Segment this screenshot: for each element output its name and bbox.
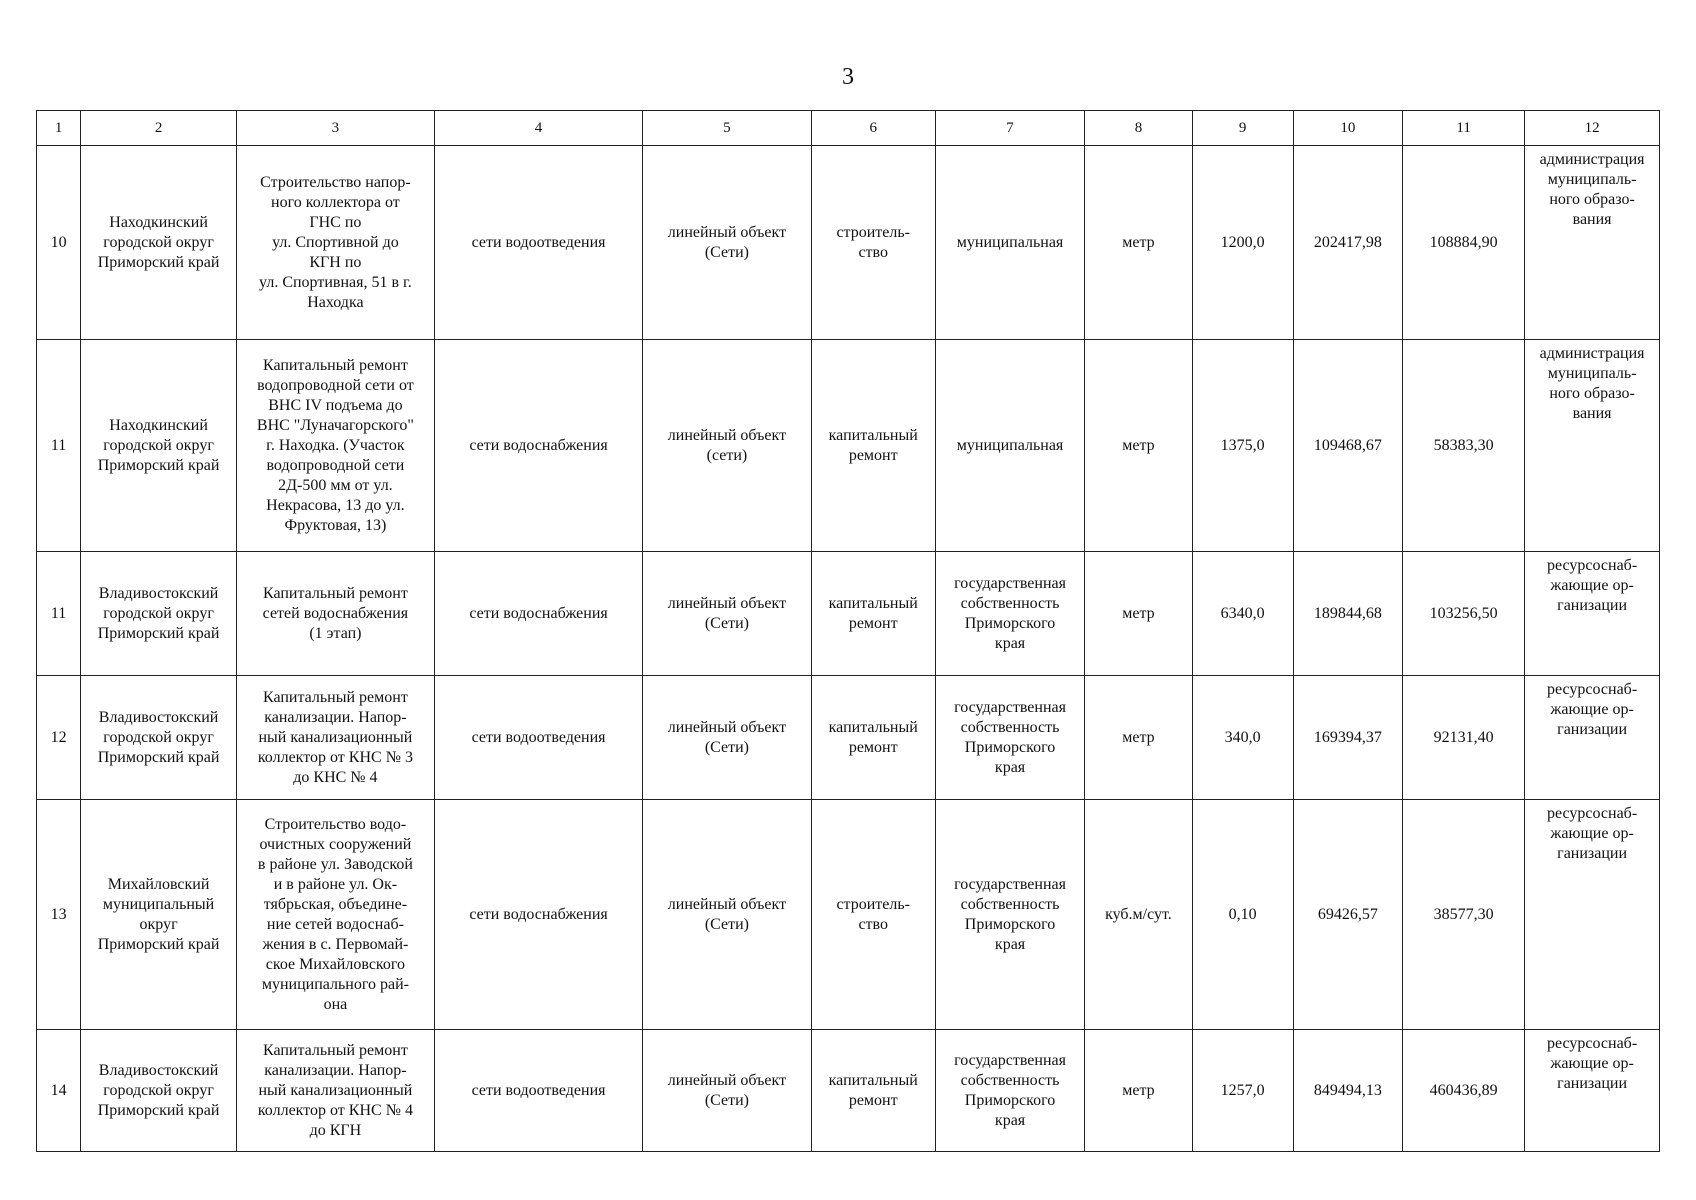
object-type-cell: линейный объект (Сети): [643, 800, 811, 1030]
project-name-cell: Капитальный ремонт канализации. Напор- ный канализационный коллектор от КНС № 3 до КНС № 4: [236, 676, 434, 800]
column-header: 2: [81, 111, 237, 146]
cost-budget-cell: 108884,90: [1403, 146, 1525, 340]
project-name-cell: Капитальный ремонт водопроводной сети от ВНС IV подъема до ВНС "Луначагорского" г. Находка. (Участок водопроводной сети 2Д-500 мм от ул. Некрасова, 13 до ул. Фруктовая, 13): [236, 340, 434, 552]
unit-cell: метр: [1085, 552, 1192, 676]
network-cell: сети водоснабжения: [434, 340, 642, 552]
column-header: 4: [434, 111, 642, 146]
organization-cell: ресурсоснаб- жающие ор- ганизации: [1525, 676, 1660, 800]
table-row: [37, 800, 1660, 1030]
project-name-cell: Строительство напор- ного коллектора от ГНС по ул. Спортивной до КГН по ул. Спортивная, 51 в г. Находка: [236, 146, 434, 340]
work-type-cell: капитальный ремонт: [811, 552, 935, 676]
cost-budget-cell: 58383,30: [1403, 340, 1525, 552]
network-cell: сети водоснабжения: [434, 800, 642, 1030]
object-type-cell: линейный объект (Сети): [643, 552, 811, 676]
organization-cell: администрация муниципаль- ного образо- вания: [1525, 146, 1660, 340]
network-cell: сети водоотведения: [434, 676, 642, 800]
cost-budget-cell: 92131,40: [1403, 676, 1525, 800]
work-type-cell: капитальный ремонт: [811, 1030, 935, 1152]
ownership-cell: муниципальная: [935, 146, 1084, 340]
locality-cell: Владивостокский городской округ Приморский край: [81, 1030, 237, 1152]
investment-program-table: [36, 110, 1660, 1152]
ownership-cell: государственная собственность Приморского края: [935, 800, 1084, 1030]
object-type-cell: линейный объект (Сети): [643, 676, 811, 800]
row-number: 13: [37, 800, 81, 1030]
table-row: [37, 552, 1660, 676]
cost-budget-cell: 38577,30: [1403, 800, 1525, 1030]
row-number: 14: [37, 1030, 81, 1152]
row-number: 11: [37, 552, 81, 676]
cost-total-cell: 69426,57: [1293, 800, 1402, 1030]
object-type-cell: линейный объект (Сети): [643, 1030, 811, 1152]
network-cell: сети водоотведения: [434, 1030, 642, 1152]
project-name-cell: Строительство водо- очистных сооружений в районе ул. Заводской и в районе ул. Ок- тябрьская, объедине- ние сетей водоснаб- жения в с. Первомай- ское Михайловского муниципального рай- она: [236, 800, 434, 1030]
ownership-cell: государственная собственность Приморского края: [935, 552, 1084, 676]
object-type-cell: линейный объект (сети): [643, 340, 811, 552]
cost-total-cell: 109468,67: [1293, 340, 1402, 552]
cost-budget-cell: 103256,50: [1403, 552, 1525, 676]
organization-cell: ресурсоснаб- жающие ор- ганизации: [1525, 800, 1660, 1030]
table-row: [37, 1030, 1660, 1152]
unit-cell: метр: [1085, 340, 1192, 552]
organization-cell: администрация муниципаль- ного образо- вания: [1525, 340, 1660, 552]
capacity-cell: 1257,0: [1192, 1030, 1293, 1152]
organization-cell: ресурсоснаб- жающие ор- ганизации: [1525, 1030, 1660, 1152]
cost-budget-cell: 460436,89: [1403, 1030, 1525, 1152]
column-header: 5: [643, 111, 811, 146]
locality-cell: Владивостокский городской округ Приморский край: [81, 552, 237, 676]
work-type-cell: строитель- ство: [811, 800, 935, 1030]
locality-cell: Михайловский муниципальный округ Приморский край: [81, 800, 237, 1030]
capacity-cell: 6340,0: [1192, 552, 1293, 676]
column-number-header-row: [37, 111, 1660, 146]
object-type-cell: линейный объект (Сети): [643, 146, 811, 340]
ownership-cell: государственная собственность Приморского края: [935, 676, 1084, 800]
row-number: 12: [37, 676, 81, 800]
column-header: 6: [811, 111, 935, 146]
capacity-cell: 0,10: [1192, 800, 1293, 1030]
locality-cell: Владивостокский городской округ Приморский край: [81, 676, 237, 800]
unit-cell: куб.м/сут.: [1085, 800, 1192, 1030]
cost-total-cell: 169394,37: [1293, 676, 1402, 800]
organization-cell: ресурсоснаб- жающие ор- ганизации: [1525, 552, 1660, 676]
network-cell: сети водоснабжения: [434, 552, 642, 676]
work-type-cell: капитальный ремонт: [811, 676, 935, 800]
row-number: 10: [37, 146, 81, 340]
column-header: 11: [1403, 111, 1525, 146]
cost-total-cell: 849494,13: [1293, 1030, 1402, 1152]
unit-cell: метр: [1085, 146, 1192, 340]
page-number: 3: [842, 64, 854, 90]
locality-cell: Находкинский городской округ Приморский край: [81, 340, 237, 552]
unit-cell: метр: [1085, 676, 1192, 800]
work-type-cell: капитальный ремонт: [811, 340, 935, 552]
capacity-cell: 1200,0: [1192, 146, 1293, 340]
column-header: 3: [236, 111, 434, 146]
column-header: 7: [935, 111, 1084, 146]
column-header: 8: [1085, 111, 1192, 146]
table-row: [37, 676, 1660, 800]
column-header: 10: [1293, 111, 1402, 146]
ownership-cell: государственная собственность Приморского края: [935, 1030, 1084, 1152]
network-cell: сети водоотведения: [434, 146, 642, 340]
table-row: [37, 340, 1660, 552]
table-row: [37, 146, 1660, 340]
column-header: 12: [1525, 111, 1660, 146]
column-header: 1: [37, 111, 81, 146]
locality-cell: Находкинский городской округ Приморский край: [81, 146, 237, 340]
cost-total-cell: 202417,98: [1293, 146, 1402, 340]
capacity-cell: 340,0: [1192, 676, 1293, 800]
cost-total-cell: 189844,68: [1293, 552, 1402, 676]
row-number: 11: [37, 340, 81, 552]
work-type-cell: строитель- ство: [811, 146, 935, 340]
project-name-cell: Капитальный ремонт сетей водоснабжения (1 этап): [236, 552, 434, 676]
ownership-cell: муниципальная: [935, 340, 1084, 552]
unit-cell: метр: [1085, 1030, 1192, 1152]
project-name-cell: Капитальный ремонт канализации. Напор- ный канализационный коллектор от КНС № 4 до КГН: [236, 1030, 434, 1152]
column-header: 9: [1192, 111, 1293, 146]
capacity-cell: 1375,0: [1192, 340, 1293, 552]
